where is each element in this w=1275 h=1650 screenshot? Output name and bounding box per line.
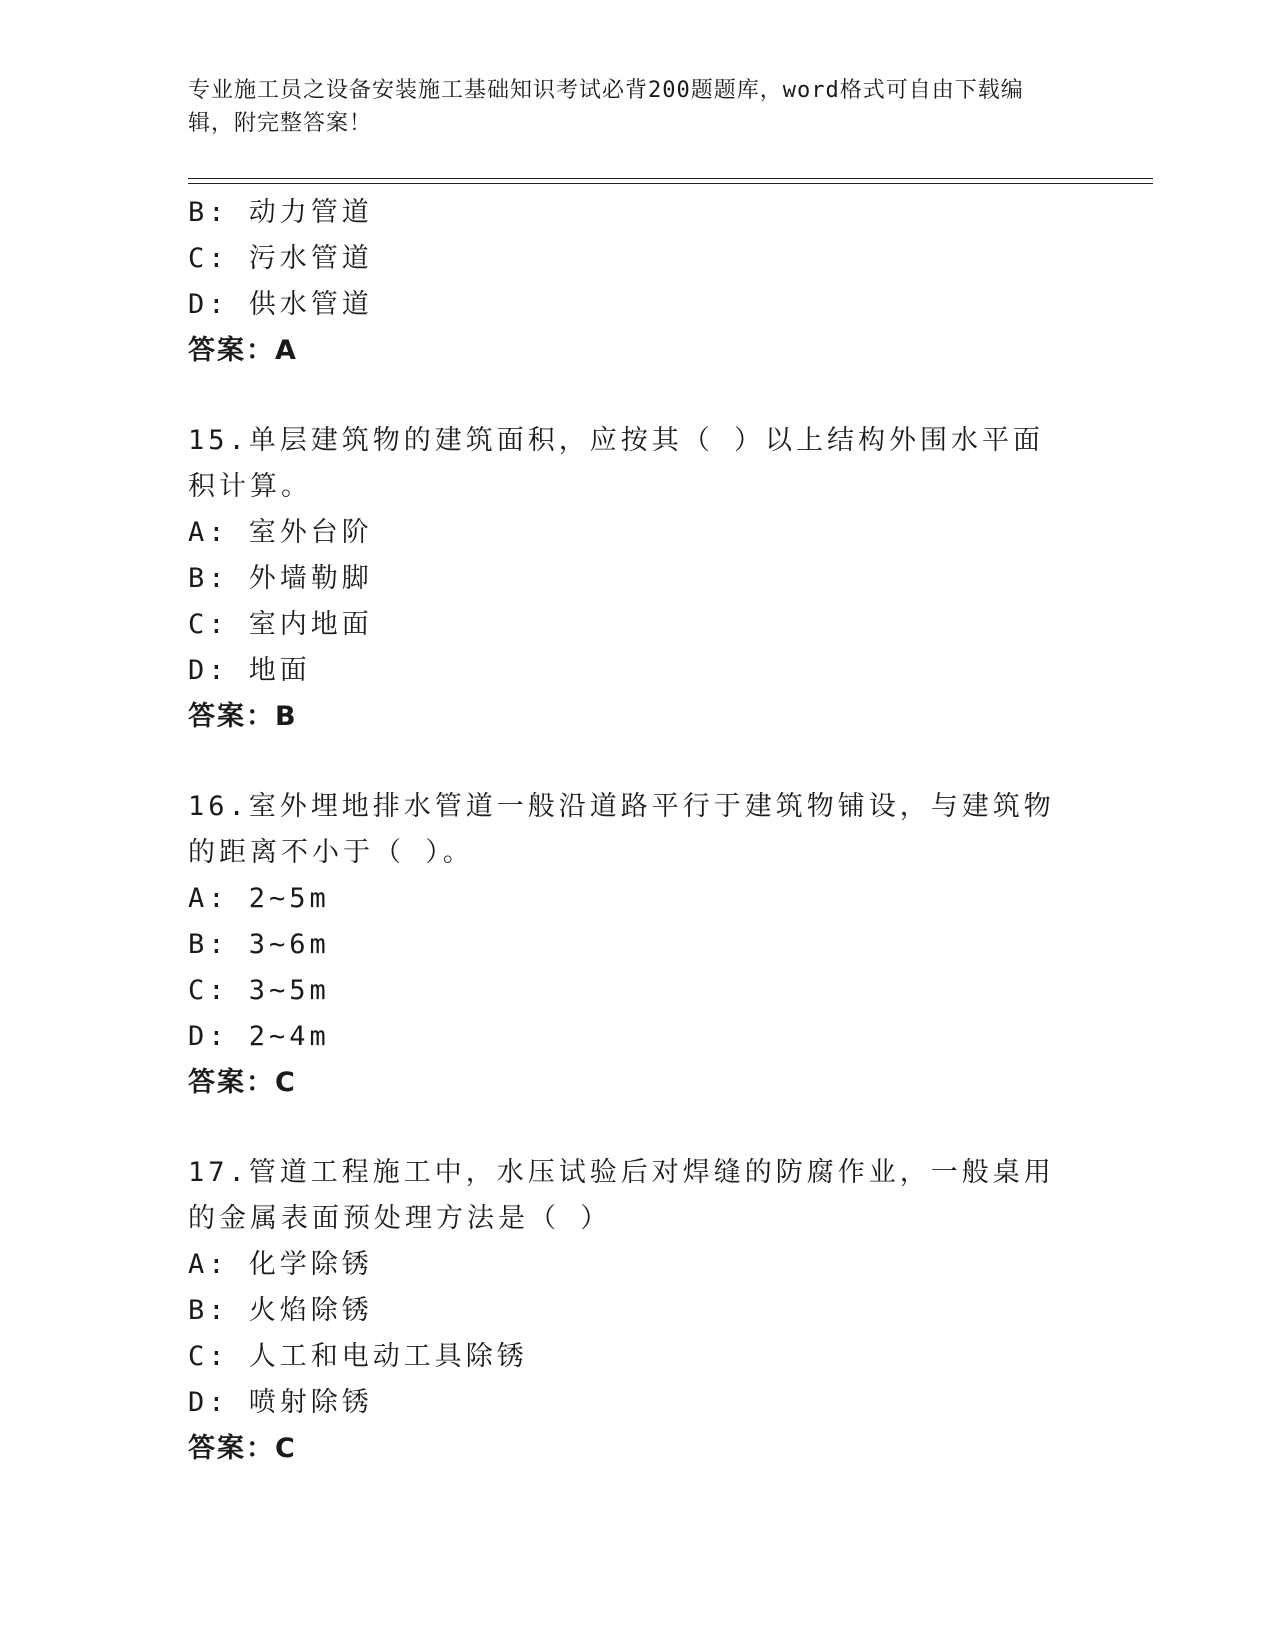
option-d: D: 喷射除锈 [188, 1387, 373, 1418]
option-c: C: 3~5m [188, 975, 330, 1006]
answer: 答案：A [188, 335, 298, 366]
answer: 答案：C [188, 1067, 297, 1098]
spacer [188, 374, 1088, 418]
option-d: D: 2~4m [188, 1021, 330, 1052]
spacer [188, 740, 1088, 784]
header-divider-top [188, 178, 1153, 179]
question-17 [188, 1150, 1088, 1472]
question-text: 17.管道工程施工中，水压试验后对焊缝的防腐作业，一般桌用的金属表面预处理方法是（ ） [188, 1157, 1055, 1234]
option-a: A: 室外台阶 [188, 517, 373, 548]
option-c: C: 室内地面 [188, 609, 373, 640]
option-a: A: 化学除锈 [188, 1249, 373, 1280]
option-a: A: 2~5m [188, 883, 330, 914]
option-b: B: 3~6m [188, 929, 330, 960]
question-15 [188, 418, 1088, 740]
option-b: B: 外墙勒脚 [188, 563, 373, 594]
option-b: B: 火焰除锈 [188, 1295, 373, 1326]
question-14 [188, 190, 1088, 374]
document-header: 专业施工员之设备安装施工基础知识考试必背200题题库，word格式可自由下载编辑，附完整答案！ [188, 78, 1024, 136]
question-text: 16.室外埋地排水管道一般沿道路平行于建筑物铺设，与建筑物的距离不小于（ ）。 [188, 791, 1055, 868]
header-divider-bottom [188, 183, 1153, 184]
option-b: B: 动力管道 [188, 197, 373, 228]
spacer [188, 1106, 1088, 1150]
option-c: C: 污水管道 [188, 243, 373, 274]
question-16 [188, 784, 1088, 1106]
option-d: D: 地面 [188, 655, 311, 686]
option-d: D: 供水管道 [188, 289, 373, 320]
option-c: C: 人工和电动工具除锈 [188, 1341, 528, 1372]
answer: 答案：C [188, 1433, 297, 1464]
answer: 答案：B [188, 701, 298, 732]
question-text: 15.单层建筑物的建筑面积，应按其（ ）以上结构外围水平面积计算。 [188, 425, 1045, 502]
question-list [188, 190, 1088, 1472]
